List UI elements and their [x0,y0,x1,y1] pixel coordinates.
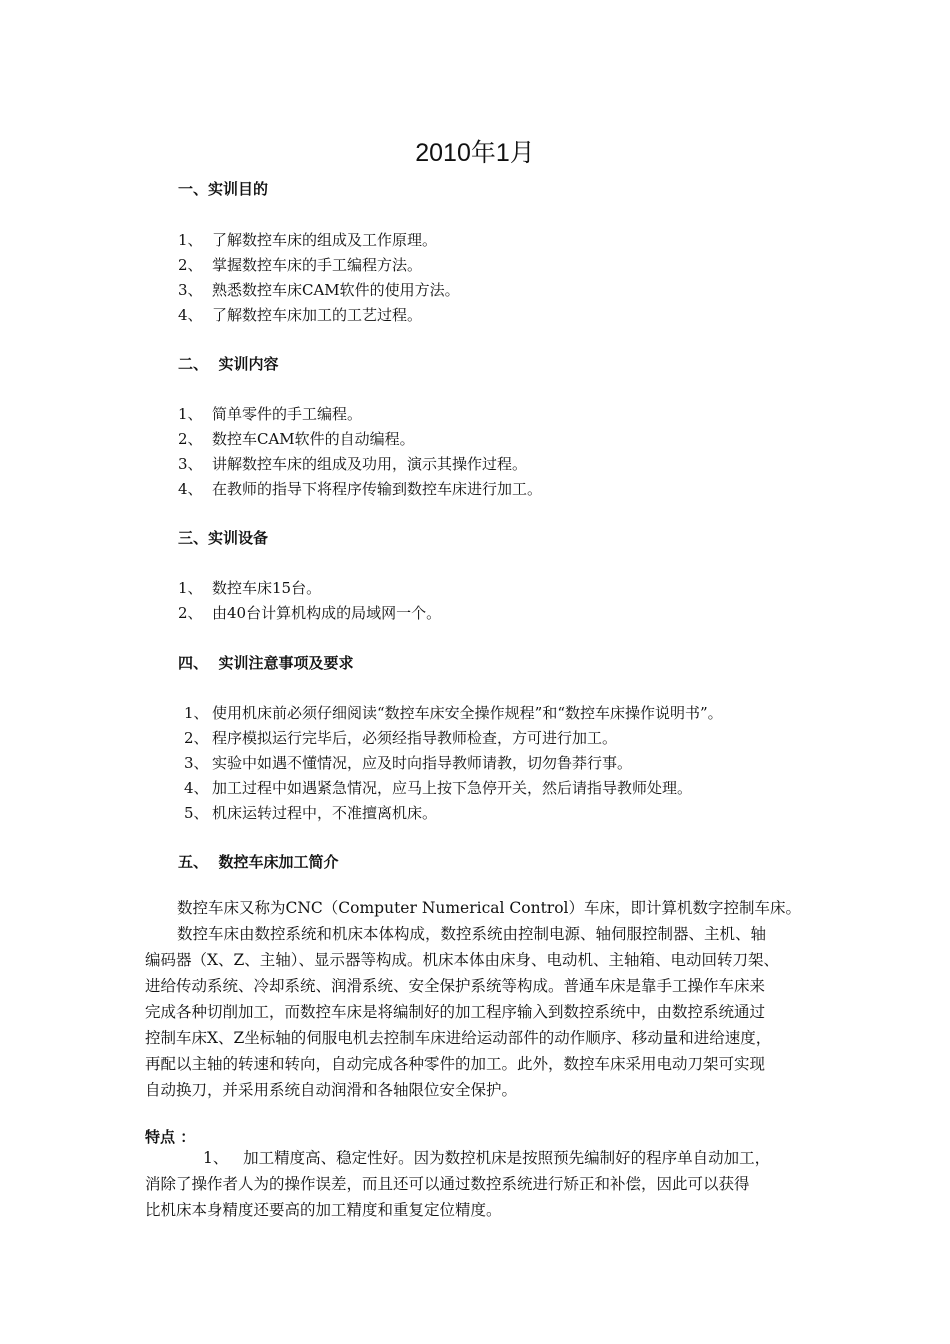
list-number: 2、 [184,729,209,747]
paragraph-line: 进给传动系统、冷却系统、润滑系统、安全保护系统等构成。普通车床是靠手工操作车床来 [145,977,766,995]
list-number: 4、 [184,779,209,797]
list-item [184,727,617,748]
list-text: 讲解数控车床的组成及功用，演示其操作过程。 [212,455,528,473]
paragraph-line: 消除了操作者人为的操作误差，而且还可以通过数控系统进行矫正和补偿，因此可以获得 [145,1175,750,1193]
features-heading: 特点 ： [145,1128,196,1146]
paragraph-line: 数控车床又称为CNC（Computer Numerical Control）车床，即计算机数字控制车床。 [177,899,802,917]
list-item [184,702,723,723]
list-number: 2、 [178,604,203,622]
list-number: 2、 [178,430,203,448]
list-text: 了解数控车床的组成及工作原理。 [212,231,438,249]
paragraph-line: 控制车床X、Z坐标轴的伺服电机去控制车床进给运动部件的动作顺序、移动量和进给速度， [145,1029,772,1047]
list-number: 3、 [178,455,203,473]
list-text: 由40台计算机构成的局域网一个。 [212,604,442,622]
list-item [184,802,437,823]
paragraph-line: 自动换刀，并采用系统自动润滑和各轴限位安全保护。 [145,1081,518,1099]
intro-paragraph [145,895,835,1103]
list-number: 3、 [184,754,209,772]
list-item [184,752,632,773]
paragraph-line: 完成各种切削加工，而数控车床是将编制好的加工程序输入到数控系统中，由数控系统通过 [145,1003,766,1021]
list-item [178,453,527,474]
section-heading-precautions: 四、 实训注意事项及要求 [178,654,354,672]
list-number: 4、 [178,480,203,498]
list-text: 使用机床前必须仔细阅读“数控车床安全操作规程”和“数控车床操作说明书”。 [212,704,723,722]
list-item [184,777,692,798]
page-title: 2010年1月 [415,139,535,167]
list-text: 了解数控车床加工的工艺过程。 [212,306,423,324]
list-number: 1、 [178,405,203,423]
list-text: 掌握数控车床的手工编程方法。 [212,256,423,274]
list-item [178,304,422,325]
list-text: 加工过程中如遇紧急情况，应马上按下急停开关，然后请指导教师处理。 [212,779,693,797]
list-item [178,254,422,275]
list-number: 1、 [178,231,203,249]
list-text: 简单零件的手工编程。 [212,405,363,423]
list-text: 在教师的指导下将程序传输到数控车床进行加工。 [212,480,543,498]
list-number: 4、 [178,306,203,324]
section-heading-equipment: 三、实训设备 [178,529,269,547]
list-text: 熟悉数控车床CAM软件的使用方法。 [212,281,460,299]
list-text: 机床运转过程中，不准擅离机床。 [212,804,438,822]
list-item [178,602,441,623]
list-number: 1、 [184,704,209,722]
list-item [178,478,542,499]
section-heading-content: 二、 实训内容 [178,355,279,373]
list-number: 5、 [184,804,209,822]
list-item [178,428,415,449]
list-text: 程序模拟运行完毕后，必须经指导教师检查，方可进行加工。 [212,729,618,747]
list-item [178,577,321,598]
list-number: 3、 [178,281,203,299]
list-number: 1、 [178,579,203,597]
paragraph-line: 编码器（X、Z、主轴）、显示器等构成。机床本体由床身、电动机、主轴箱、电动回转刀架、 [145,951,780,969]
list-text: 实验中如遇不懂情况，应及时向指导教师请教，切勿鲁莽行事。 [212,754,633,772]
list-text: 数控车床15台。 [212,579,322,597]
paragraph-line: 再配以主轴的转速和转向，自动完成各种零件的加工。此外，数控车床采用电动刀架可实现 [145,1055,766,1073]
list-item [178,403,362,424]
list-item [178,229,437,250]
section-heading-objectives: 一、实训目的 [178,180,269,198]
list-text: 数控车CAM软件的自动编程。 [212,430,415,448]
section-heading-introduction: 五、 数控车床加工简介 [178,853,339,871]
paragraph-line: 比机床本身精度还要高的加工精度和重复定位精度。 [145,1201,502,1219]
list-item [178,279,460,300]
paragraph-line: 1、 加工精度高、稳定性好。因为数控机床是按照预先编制好的程序单自动加工， [203,1149,771,1167]
paragraph-line: 数控车床由数控系统和机床本体构成，数控系统由控制电源、轴伺服控制器、主机、轴 [177,925,767,943]
features-paragraph [145,1145,835,1223]
list-number: 2、 [178,256,203,274]
